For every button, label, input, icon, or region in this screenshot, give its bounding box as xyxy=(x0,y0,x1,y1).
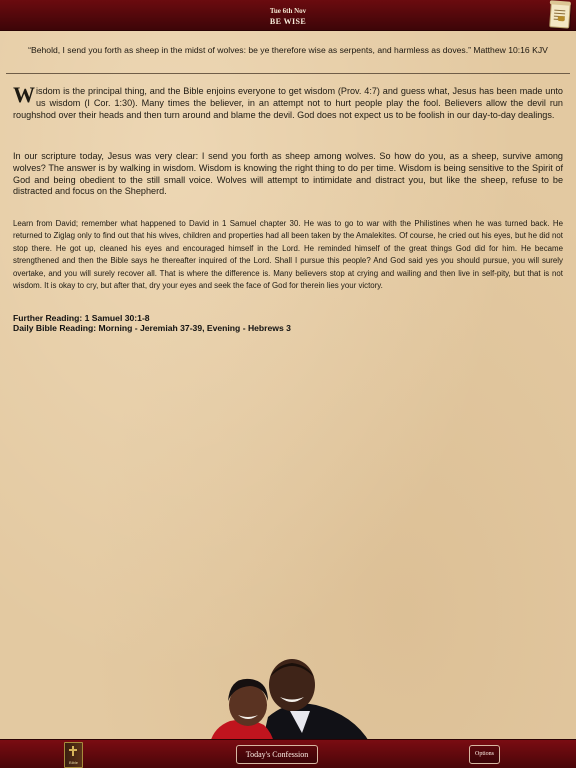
authors-photo xyxy=(204,655,374,743)
key-verse: “Behold, I send you forth as sheep in the midst of wolves: be ye therefore wise as serpents, and harmless as doves.” Matthew 10:16 KJV xyxy=(28,45,548,55)
drop-cap: W xyxy=(13,82,35,107)
scroll-icon[interactable] xyxy=(549,1,571,28)
paragraph-2: In our scripture today, Jesus was very clear: I send you forth as sheep among wolves. So how do you, as a sheep, survive among wolves? The answer is by walking in wisdom. Wisdom is knowing the right thing to do per time. Wisdom is being sensitive to the Spirit of God and being obedient to the still small voice. Wolves will attempt to intimidate and distract you, but like the sheep, refuse to be distracted and focus on the Shepherd. xyxy=(13,151,563,197)
paragraph-1-text: isdom is the principal thing, and the Bible enjoins everyone to get wisdom (Prov. 4:7) and guess what, Jesus has been made unto us wisdom (I Cor. 1:30). Many times the believer, in an attempt not to hurt people play the fool. Believers allow the devil run roughshod over their heads and then turn around and blame the devil. God does not expect us to be foolish in our day-to-day dealings. xyxy=(13,86,563,120)
daily-bible-reading: Daily Bible Reading: Morning - Jeremiah 37-39, Evening - Hebrews 3 xyxy=(13,323,291,333)
bible-label: Bible xyxy=(69,760,78,765)
options-button[interactable]: Options xyxy=(469,745,500,764)
todays-confession-button[interactable]: Today's Confession xyxy=(236,745,318,764)
divider xyxy=(6,73,570,74)
paragraph-1 xyxy=(13,82,563,121)
bible-icon[interactable] xyxy=(64,742,83,768)
further-reading: Further Reading: 1 Samuel 30:1-8 xyxy=(13,313,150,323)
devotional-date: Tue 6th Nov xyxy=(269,7,307,15)
footer-bar xyxy=(0,739,576,768)
devotional-title: BE WISE xyxy=(269,17,307,26)
paragraph-3: Learn from David; remember what happened to David in 1 Samuel chapter 30. He was to go to war with the Philistines when he was turned back. He returned to Ziglag only to find out that his wives, children and properties had all been taken by the Amalekites. Of course, he cried out his eyes, but he did not stop there. He got up, cleaned his eyes and encouraged himself in the Lord. He reminded himself of the great things God did for him. He became strengthened and then the Bible says he thereafter inquired of the Lord. Shall I pursue this people? And God said yes you should pursue, you will surely overtake, and you will surely recover all. That is where the difference is. Many believers stop at crying and wailing and then live in self-pity, but that is not wisdom. It is okay to cry, but after that, dry your eyes and seek the face of God for therein lies your victory. xyxy=(13,219,563,291)
header-bar xyxy=(0,0,576,31)
